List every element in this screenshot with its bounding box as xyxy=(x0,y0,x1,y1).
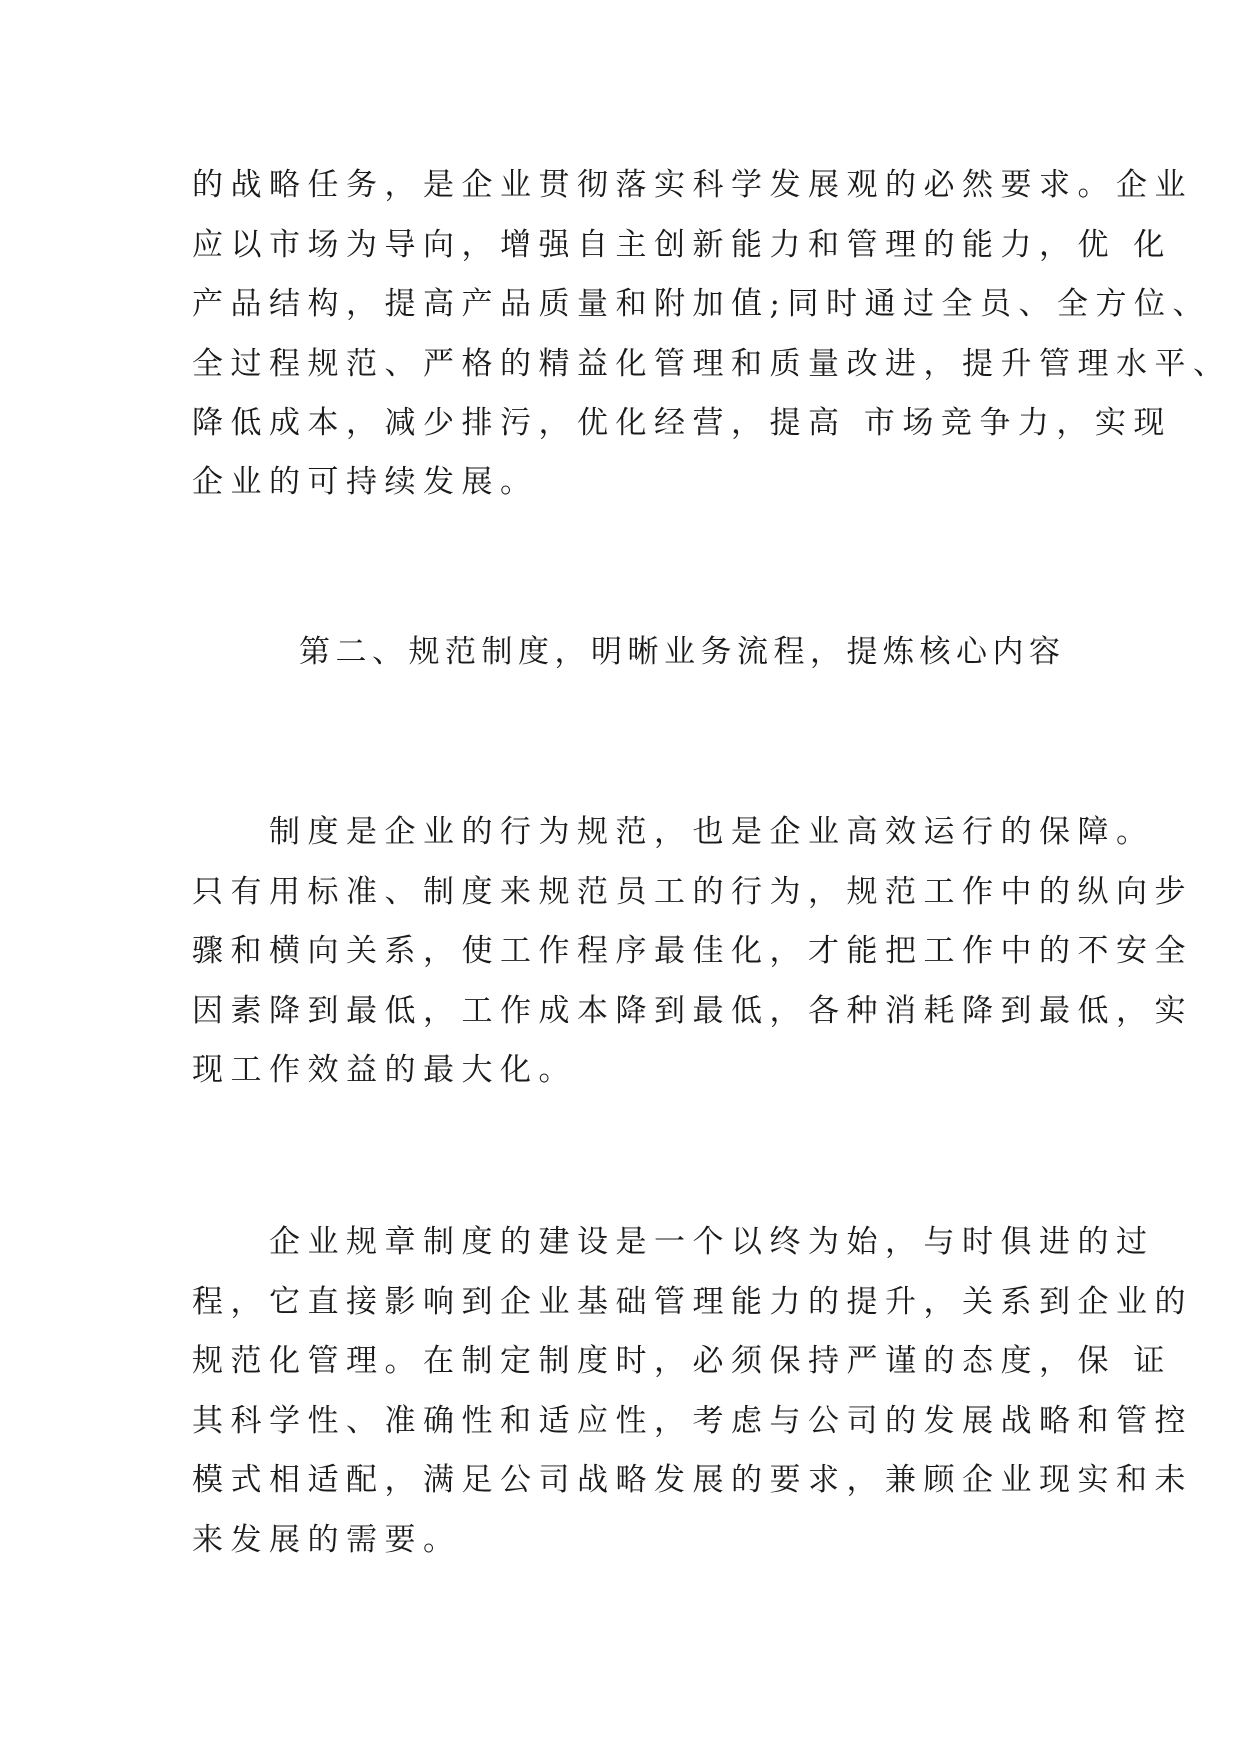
paragraph-line: 产品结构，提高产品质量和附加值;同时通过全员、全方位、 xyxy=(192,286,1211,322)
paragraph-line: 制度是企业的行为规范，也是企业高效运行的保障。 xyxy=(192,814,1155,850)
paragraph-line: 规范化管理。在制定制度时，必须保持严谨的态度，保 证 xyxy=(192,1343,1172,1379)
paragraph-line: 模式相适配，满足公司战略发展的要求，兼顾企业现实和未 xyxy=(192,1462,1193,1498)
paragraph-line: 企业的可持续发展。 xyxy=(192,464,539,500)
paragraph-line: 全过程规范、严格的精益化管理和质量改进，提升管理水平、 xyxy=(192,346,1232,382)
paragraph-line: 骤和横向关系，使工作程序最佳化，才能把工作中的不安全 xyxy=(192,933,1193,969)
paragraph-line: 其科学性、准确性和适应性，考虑与公司的发展战略和管控 xyxy=(192,1403,1193,1439)
paragraph-line: 应以市场为导向，增强自主创新能力和管理的能力，优 化 xyxy=(192,227,1172,263)
paragraph-line: 程，它直接影响到企业基础管理能力的提升，关系到企业的 xyxy=(192,1284,1193,1320)
paragraph-line: 来发展的需要。 xyxy=(192,1522,462,1558)
section-heading: 第二、规范制度，明晰业务流程，提炼核心内容 xyxy=(299,634,1066,670)
paragraph-line: 因素降到最低，工作成本降到最低，各种消耗降到最低，实 xyxy=(192,993,1193,1029)
paragraph-line: 的战略任务，是企业贯彻落实科学发展观的必然要求。企业 xyxy=(192,167,1193,203)
paragraph-line: 现工作效益的最大化。 xyxy=(192,1052,577,1088)
paragraph-line: 企业规章制度的建设是一个以终为始，与时俱进的过 xyxy=(192,1224,1155,1260)
paragraph-line: 降低成本，减少排污，优化经营，提高 市场竞争力，实现 xyxy=(192,405,1172,441)
paragraph-line: 只有用标准、制度来规范员工的行为，规范工作中的纵向步 xyxy=(192,874,1193,910)
